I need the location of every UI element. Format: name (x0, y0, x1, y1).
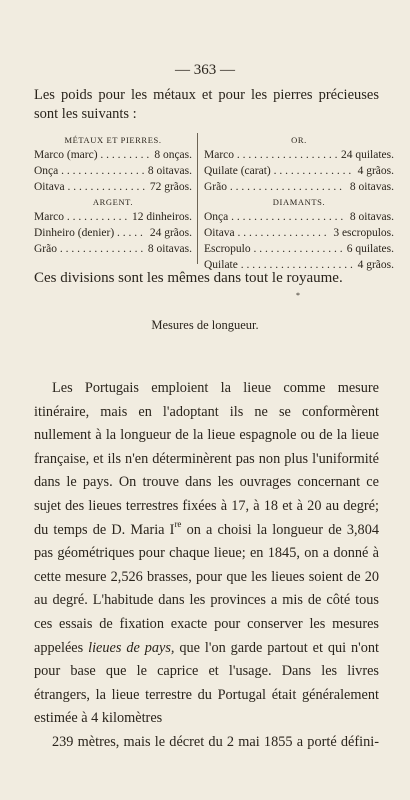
intro-line-1: Les poids pour les métaux et pour les pierres précieuses (34, 87, 379, 103)
row-value: 8 oitavas. (147, 243, 192, 255)
body-paragraph (34, 377, 379, 755)
table-row (34, 209, 192, 225)
row-value: 4 grãos. (357, 259, 394, 271)
row-name: Onça . . . (204, 209, 346, 225)
table-header: OR. (291, 135, 307, 145)
row-value: 24 grãos. (149, 227, 192, 239)
table-row (34, 241, 192, 257)
italic-term: lieues de pays, (88, 639, 175, 656)
page-number: — 363 — (175, 62, 235, 78)
table-row (204, 163, 394, 179)
printer-mark: * (296, 291, 300, 300)
row-value: 24 quilates. (340, 149, 394, 161)
table-row (34, 147, 192, 163)
intro-text (34, 86, 379, 124)
row-name: Marco . . . (204, 147, 337, 163)
row-value: 4 grãos. (357, 165, 394, 177)
divisions-text: Ces divisions sont les mêmes dans tout le royaume. (34, 270, 343, 286)
superscript: re (174, 518, 182, 529)
body-part-2: on a choisi la longueur de 3,804 pas géométriques pour chaque lieue; en 1845, on a donné à cette mesure 2,526 brasses, pour que les lieues soient de 20 au degré. L'habitude dans les provinces a mis de côté tous ces essais de fixation exacte pour conserver les mesures appelées (34, 521, 379, 656)
row-name: Dinheiro (denier) . . . (34, 225, 146, 241)
row-value: 8 onças. (154, 149, 192, 161)
right-rows-1 (204, 147, 394, 195)
row-name: Marco (marc) . . . (34, 147, 150, 163)
body-part-1: Les Portugais emploient la lieue comme mesure itinéraire, mais en l'adoptant ils ne se conformèrent nullement à la longueur de la lieue espagnole ou de la lieue française, et ils n'en déterminèrent pas non plus l'uniformité dans le pays. On trouve dans les ouvrages concernant ce sujet des lieues terrestres fixées à 17, à 18 et à 20 au degré; du temps de D. Maria I (34, 380, 379, 538)
intro-line-2: sont les suivants : (34, 106, 137, 122)
row-value: 8 oitavas. (349, 211, 394, 223)
section-title: Mesures de longueur. (151, 318, 259, 332)
table-header: MÉTAUX ET PIERRES. (64, 135, 162, 145)
row-name: Oitava . . . (204, 225, 329, 241)
body-last-line: 239 mètres, mais le décret du 2 mai 1855 a porté défini- (52, 733, 379, 750)
body-text (34, 377, 379, 755)
table-row (204, 179, 394, 195)
table-header: DIAMANTS. (272, 197, 326, 207)
row-name: Grão . . . (204, 179, 346, 195)
left-rows-2 (34, 209, 192, 257)
row-value: 3 escropulos. (333, 227, 394, 239)
row-name: Marco . . . (34, 209, 128, 225)
row-name: Oitava . . . (34, 179, 146, 195)
row-value: 72 grãos. (149, 181, 192, 193)
row-name: Quilate (carat) . . . (204, 163, 354, 179)
table-row (204, 147, 394, 163)
left-table (34, 133, 192, 257)
table-row (34, 225, 192, 241)
left-rows-1 (34, 147, 192, 195)
table-header: ARGENT. (92, 197, 134, 207)
row-value: 8 oitavas. (147, 165, 192, 177)
weights-tables (34, 133, 394, 271)
right-table (197, 133, 394, 271)
row-value: 6 quilates. (346, 243, 394, 255)
table-row (34, 179, 192, 195)
row-name: Grão . . . (34, 241, 144, 257)
table-row (204, 241, 394, 257)
row-name: Onça . . . (34, 163, 144, 179)
row-name: Escropulo . . . (204, 241, 343, 257)
row-value: 12 dinheiros. (131, 211, 192, 223)
table-row (204, 209, 394, 225)
table-row (34, 163, 192, 179)
right-rows-2 (204, 209, 394, 273)
body-part-3: que l'on garde partout et qui n'ont pour base que le caprice et l'usage. Dans les livres étrangers, la lieue terrestre du Portugal était généralement estimée à 4 kilomètres (34, 639, 379, 727)
table-row (204, 225, 394, 241)
row-value: 8 oitavas. (349, 181, 394, 193)
row-name: Quilate . . . (204, 257, 354, 273)
